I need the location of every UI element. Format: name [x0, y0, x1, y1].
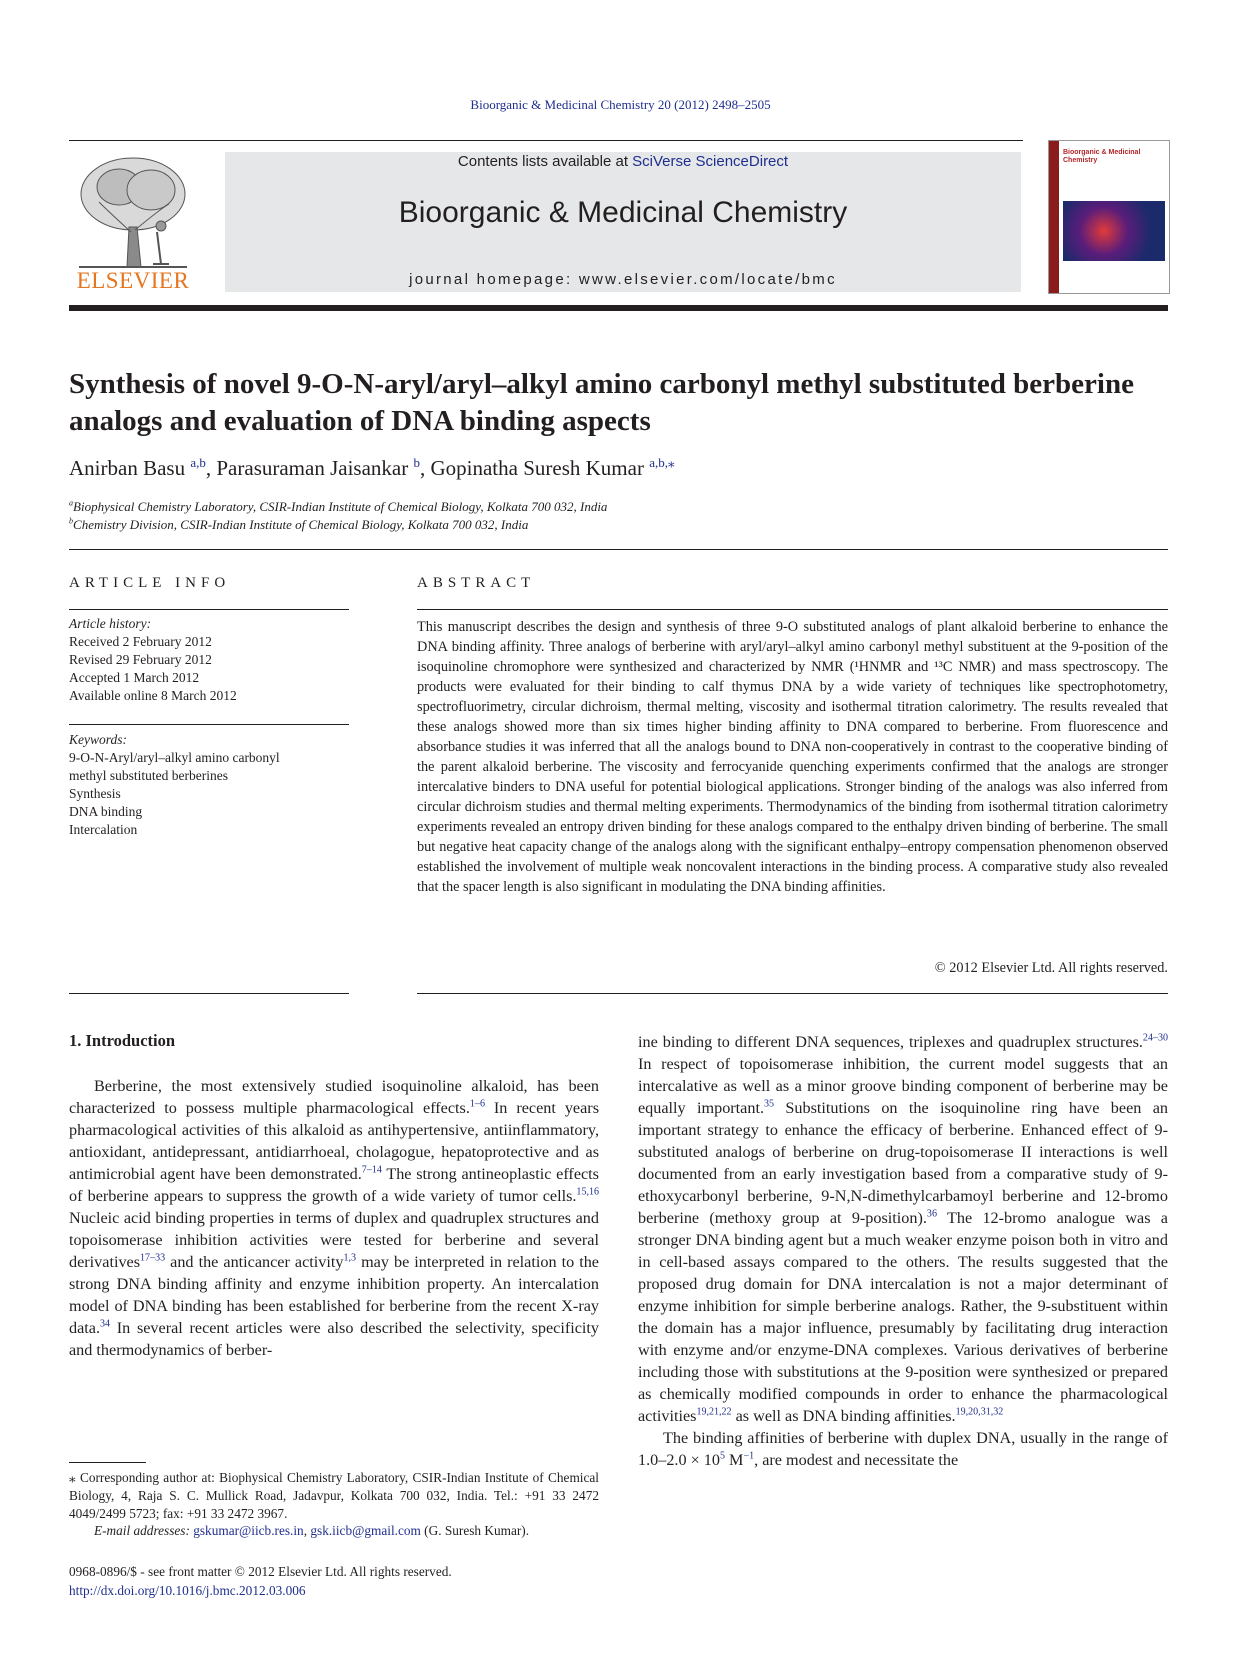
abstract-copyright: © 2012 Elsevier Ltd. All rights reserved. — [934, 960, 1168, 976]
email-label: E-mail addresses: — [94, 1523, 194, 1538]
email-link-2[interactable]: gsk.iicb@gmail.com — [310, 1523, 421, 1538]
abstract-text: This manuscript describes the design and synthesis of three 9-O substituted analogs of plant alkaloid berberine to enhance the DNA binding affinity. Three analogs of berberine with aryl/aryl–alkyl amino carbonyl methyl substituent at the 9-position of the isoquinoline chromophore were synthesized and characterized by NMR (¹HNMR and ¹³C NMR) and mass spectroscopy. The products were evaluated for their binding to calf thymus DNA by a wide variety of techniques like spectrophotometry, spectrofluorimetry, circular dichroism, thermal melting, viscosity and isothermal titration calorimetry. The results revealed that these analogs showed more than six times higher binding affinity to DNA compared to berberine. From fluorescence and absorbance studies it was inferred that all the analogs bound to DNA non-cooperatively in contrast to the cooperative binding of the parent alkaloid berberine. The viscosity and ferrocyanide quenching experiments confirmed that the analogs are stronger intercalative binders to DNA useful for potential biological applications. Stronger binding of the analogs was also inferred from circular dichroism studies and thermal melting experiments. Thermodynamics of the binding from isothermal titration calorimetry experiments revealed an entropy driven binding for these analogs compared to the enthalpy driven binding of berberine. The small but negative heat capacity change of the analogs along with the significant enthalpy–entropy compensation phenomenon observed established the involvement of multiple weak noncovalent interactions in the binding process. A comparative study also revealed that the spacer length is also significant in modulating the DNA binding affinities. — [417, 619, 1168, 895]
citation-reference[interactable]: 35 — [764, 1098, 775, 1110]
journal-name: Bioorganic & Medicinal Chemistry — [398, 196, 848, 229]
text-run: In respect of topoisomerase inhibition, the current model suggests that an intercalative as well as a minor groove binding component of berberine may be equally important. — [638, 1055, 1168, 1117]
citation-reference[interactable]: 1–6 — [469, 1098, 485, 1110]
abstract-heading: ABSTRACT — [417, 575, 536, 591]
intro-paragraph-2 — [638, 1031, 1168, 1427]
text-run: The 12-bromo analogue was a stronger DNA binding agent but a much weaker enzyme poison both in vitro and in cell-based assays compared to the others. The results suggested that the proposed drug domain for DNA intercalation is not a major determinant of enzyme inhibition for simple berberine analogs. Rather, the 9-substituent within the domain has a major influence, presumably by facilitating drug interaction with enzyme and/or enzyme-DNA complexes. Various derivatives of berberine including those with substitutions at the 9-position were synthesized or prepared as chemically modified compounds in order to enhance the pharmacological activities — [638, 1209, 1168, 1425]
abstract-bottom-rule — [417, 993, 1168, 994]
keywords-label: Keywords: — [69, 732, 127, 747]
keywords-rule — [69, 724, 349, 725]
citation-reference[interactable]: 34 — [100, 1318, 111, 1330]
affiliation-text: Chemistry Division, CSIR-Indian Institute of Chemical Biology, Kolkata 700 032, India — [73, 517, 529, 532]
history-revised: Revised 29 February 2012 — [69, 652, 212, 667]
text-run: Berberine, the most extensively studied isoquinoline alkaloid, has been characterized to possess multiple pharmacological effects. — [69, 1077, 599, 1117]
email-footnote — [94, 1523, 529, 1539]
journal-homepage[interactable]: journal homepage: www.elsevier.com/locate/bmc — [409, 271, 837, 288]
journal-cover-thumbnail — [1048, 140, 1170, 294]
text-run: The binding affinities of berberine with duplex DNA, usually in the range of 1.0–2.0 × 10 — [638, 1429, 1168, 1469]
intro-paragraph-3 — [638, 1427, 1168, 1471]
email-link-1[interactable]: gskumar@iicb.res.in — [193, 1523, 304, 1538]
author-name: Gopinatha Suresh Kumar — [430, 456, 644, 480]
author-separator: , — [419, 456, 431, 480]
affiliation-rule — [69, 549, 1168, 550]
article-info-bottom-rule — [69, 993, 349, 994]
history-online: Available online 8 March 2012 — [69, 688, 237, 703]
citation-reference[interactable]: 24–30 — [1142, 1032, 1168, 1044]
history-received: Received 2 February 2012 — [69, 634, 212, 649]
article-history — [69, 615, 349, 705]
journal-citation[interactable]: Bioorganic & Medicinal Chemistry 20 (2012) 2498–2505 — [470, 97, 771, 112]
citation-reference[interactable]: 17–33 — [140, 1252, 166, 1264]
cover-title: Bioorganic & Medicinal Chemistry — [1063, 149, 1141, 164]
header-thick-rule — [69, 305, 1168, 311]
citation-reference[interactable]: 15,16 — [576, 1186, 599, 1198]
author-affiliation-mark[interactable]: a,b,⁎ — [649, 455, 675, 470]
elsevier-wordmark: ELSEVIER — [76, 268, 190, 293]
text-run: M — [725, 1451, 744, 1469]
article-info-rule — [69, 609, 349, 610]
citation-reference[interactable]: −1 — [743, 1450, 755, 1462]
author-name: Anirban Basu — [69, 456, 186, 480]
cover-stripe — [1049, 141, 1059, 293]
citation-reference[interactable]: 19,20,31,32 — [955, 1406, 1004, 1418]
footnote-rule — [69, 1462, 146, 1463]
abstract-rule — [417, 609, 1168, 610]
affiliation-text: Biophysical Chemistry Laboratory, CSIR-Indian Institute of Chemical Biology, Kolkata 700 032, India — [73, 499, 608, 514]
keyword-item: 9-O-N-Aryl/aryl–alkyl amino carbonyl — [69, 750, 280, 765]
author-affiliation-mark[interactable]: b — [413, 455, 420, 470]
affiliation-a — [69, 499, 607, 515]
cover-image — [1063, 201, 1165, 261]
affiliation-b — [69, 517, 528, 533]
history-label: Article history: — [69, 616, 152, 631]
text-run: ine binding to different DNA sequences, triplexes and quadruplex structures. — [638, 1033, 1143, 1051]
citation-reference[interactable]: 7–14 — [361, 1164, 382, 1176]
email-suffix: (G. Suresh Kumar). — [420, 1523, 530, 1538]
doi-link[interactable]: http://dx.doi.org/10.1016/j.bmc.2012.03.006 — [69, 1583, 306, 1598]
text-run: Substitutions on the isoquinoline ring have been an important strategy to enhance the efficacy of berberine. Enhanced effect of 9-substituted analogs of berberine on drug-topoisomerase II interactions is well documented from an early investigation based from a comparative study of 9-ethoxycarbonyl berberine, 9-N,N-dimethylcarbamoyl berberine and 12-bromo berberine (methoxy group at 9-position). — [638, 1099, 1168, 1227]
front-matter-notice — [69, 1562, 452, 1600]
author-list — [69, 456, 675, 481]
text-run: and the anticancer activity — [165, 1253, 344, 1271]
text-run: as well as DNA binding affinities. — [731, 1407, 956, 1425]
sciencedirect-link[interactable]: SciVerse ScienceDirect — [632, 153, 789, 170]
author-name: Parasuraman Jaisankar — [216, 456, 409, 480]
keyword-item: DNA binding — [69, 804, 143, 819]
text-run: The strong antineoplastic effects of berberine appears to suppress the growth of a wide variety of tumor cells. — [69, 1165, 599, 1205]
text-run: , are modest and necessitate the — [754, 1451, 959, 1469]
author-separator: , — [205, 456, 217, 480]
keyword-item: Intercalation — [69, 822, 138, 837]
intro-column-2 — [638, 1031, 1168, 1471]
header-rule — [69, 140, 1023, 141]
keywords — [69, 731, 349, 839]
affiliation-mark: a — [69, 498, 74, 508]
affiliation-mark: b — [69, 516, 74, 526]
article-info-heading: ARTICLE INFO — [69, 575, 231, 591]
citation-reference[interactable]: 19,21,22 — [696, 1406, 732, 1418]
text-run: may be interpreted in relation to the strong DNA binding affinity and enzyme inhibition property. An intercalation model of DNA binding has been established for berberine from the recent X-ray data. — [69, 1253, 599, 1337]
contents-line — [225, 153, 1021, 170]
keyword-item: methyl substituted berberines — [69, 768, 228, 783]
article-title: Synthesis of novel 9-O-N-aryl/aryl–alkyl amino carbonyl methyl substituted berberine analogs and evaluation of DNA binding aspects — [69, 368, 1134, 437]
email-separator: , — [303, 1523, 311, 1538]
corresponding-author-footnote: ⁎ Corresponding author at: Biophysical Chemistry Laboratory, CSIR-Indian Institute of Chemical Biology, 4, Raja S. C. Mullick Road, Jadavpur, Kolkata 700 032, India. Tel.: +91 33 2472 4049/2499 5723; fax: +91 33 2472 3967. — [69, 1470, 599, 1521]
citation-reference[interactable]: 36 — [926, 1208, 937, 1220]
contents-prefix: Contents lists available at — [457, 153, 633, 170]
text-run: In several recent articles were also described the selectivity, specificity and thermodynamics of berber- — [69, 1319, 599, 1359]
history-accepted: Accepted 1 March 2012 — [69, 670, 200, 685]
section-heading-introduction: 1. Introduction — [69, 1031, 176, 1050]
keyword-item: Synthesis — [69, 786, 121, 801]
text-run: In recent years pharmacological activities of this alkaloid as antihypertensive, antiinflammatory, antioxidant, antidepressant, antidiarrhoeal, cholagogue, hepatoprotective and as antimicrobial agent have been demonstrated. — [69, 1099, 599, 1183]
issn-line: 0968-0896/$ - see front matter © 2012 Elsevier Ltd. All rights reserved. — [69, 1564, 452, 1579]
citation-reference[interactable]: 5 — [719, 1450, 725, 1462]
intro-paragraph-1 — [69, 1075, 599, 1361]
author-affiliation-mark[interactable]: a,b — [190, 455, 206, 470]
citation-reference[interactable]: 1,3 — [343, 1252, 357, 1264]
text-run: Nucleic acid binding properties in terms of duplex and quadruplex structures and topoisomerase inhibition activities were tested for berberine and several derivatives — [69, 1209, 599, 1271]
